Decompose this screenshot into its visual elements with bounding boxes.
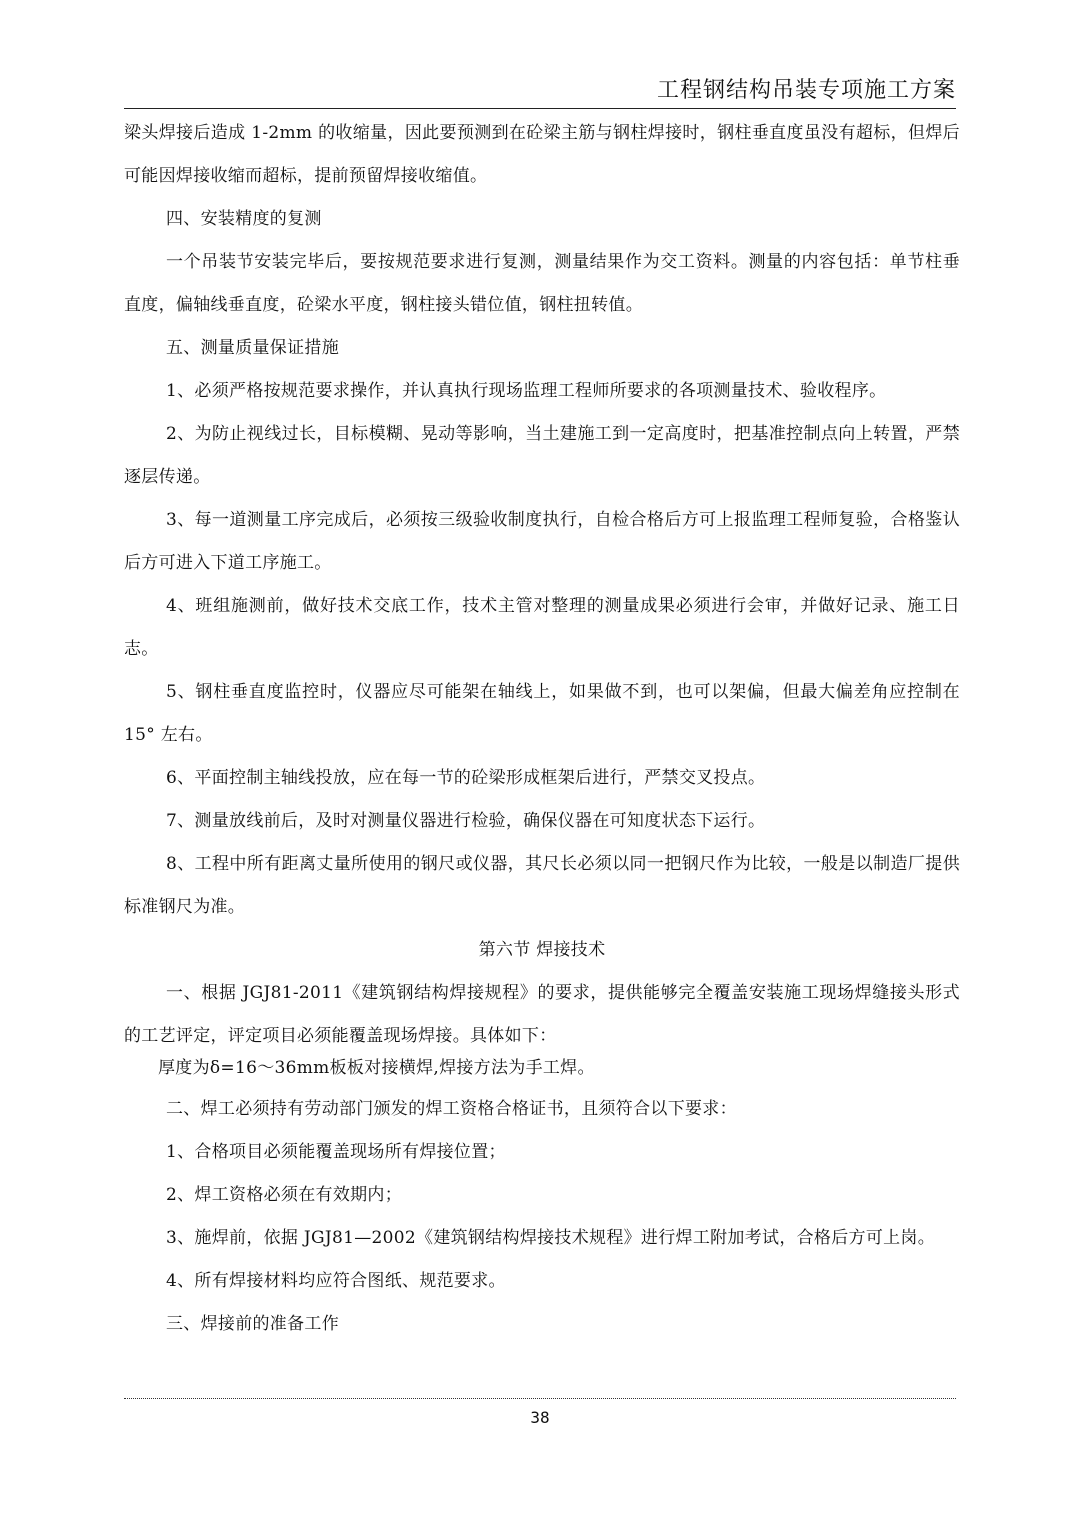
section-title-welding: 第六节 焊接技术 [478,940,606,960]
document-body [124,112,960,1346]
list-item: 2、焊工资格必须在有效期内； [166,1185,403,1205]
section-heading-remeasure: 四、安装精度的复测 [166,209,322,229]
paragraph: 二、焊工必须持有劳动部门颁发的焊工资格合格证书，且须符合以下要求： [166,1099,737,1119]
list-item: 5、钢柱垂直度监控时，仪器应尽可能架在轴线上，如果做不到，也可以架偏，但最大偏差角应控制在 15° 左右。 [124,682,960,745]
list-item: 1、合格项目必须能覆盖现场所有焊接位置； [166,1142,506,1162]
list-item: 6、平面控制主轴线投放，应在每一节的砼梁形成框架后进行，严禁交叉投点。 [166,768,766,788]
page-header [124,70,956,109]
list-item: 3、施焊前，依据 JGJ81—2002《建筑钢结构焊接技术规程》进行焊工附加考试，合格后方可上岗。 [166,1228,936,1248]
list-item: 2、为防止视线过长，目标模糊、晃动等影响，当土建施工到一定高度时，把基准控制点向上转置，严禁逐层传递。 [124,424,960,487]
page-number: 38 [530,1408,550,1427]
section-heading-quality: 五、测量质量保证措施 [166,338,339,358]
document-title: 工程钢结构吊装专项施工方案 [656,78,956,103]
list-item: 3、每一道测量工序完成后，必须按三级验收制度执行，自检合格后方可上报监理工程师复验，合格鉴认后方可进入下道工序施工。 [124,510,960,573]
paragraph-continuation: 梁头焊接后造成 1-2mm 的收缩量，因此要预测到在砼梁主筋与钢柱焊接时，钢柱垂直度虽没有超标，但焊后可能因焊接收缩而超标，提前预留焊接收缩值。 [124,123,960,186]
footer-divider [124,1398,956,1399]
list-item: 1、必须严格按规范要求操作，并认真执行现场监理工程师所要求的各项测量技术、验收程序。 [166,381,887,401]
paragraph: 一个吊装节安装完毕后，要按规范要求进行复测，测量结果作为交工资料。测量的内容包括：单节柱垂直度，偏轴线垂直度，砼梁水平度，钢柱接头错位值，钢柱扭转值。 [124,252,960,315]
section-heading-preparation: 三、焊接前的准备工作 [166,1314,339,1334]
paragraph-detail: 厚度为δ=16～36mm板板对接横焊,焊接方法为手工焊。 [158,1058,595,1078]
paragraph: 一、根据 JGJ81-2011《建筑钢结构焊接规程》的要求，提供能够完全覆盖安装施工现场焊缝接头形式的工艺评定，评定项目必须能覆盖现场焊接。具体如下： [124,983,960,1046]
list-item: 7、测量放线前后，及时对测量仪器进行检验，确保仪器在可知度状态下运行。 [166,811,766,831]
list-item: 4、所有焊接材料均应符合图纸、规范要求。 [166,1271,506,1291]
list-item: 8、工程中所有距离丈量所使用的钢尺或仪器，其尺长必须以同一把钢尺作为比较，一般是以制造厂提供标准钢尺为准。 [124,854,960,917]
list-item: 4、班组施测前，做好技术交底工作，技术主管对整理的测量成果必须进行会审，并做好记录、施工日志。 [124,596,960,659]
